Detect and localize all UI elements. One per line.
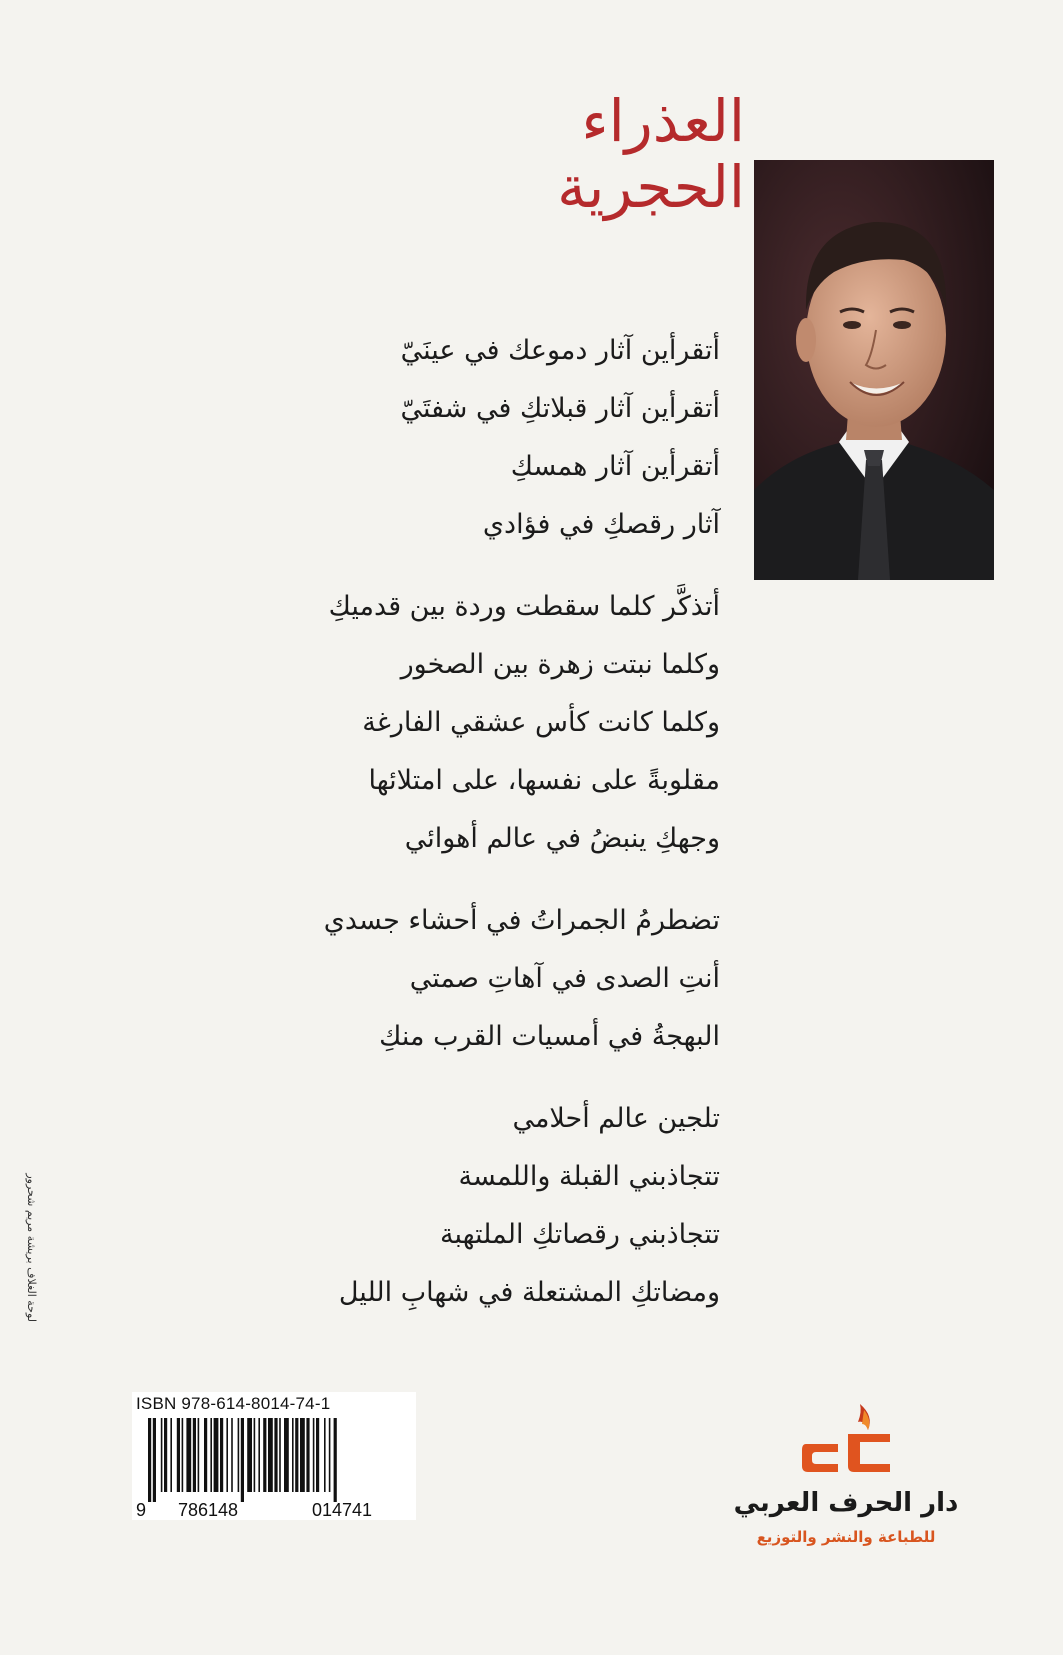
barcode-bar (182, 1418, 184, 1492)
dal-ha-logo-icon (798, 1400, 894, 1480)
poem-line: تتجاذبني القبلة واللمسة (458, 1161, 720, 1192)
publisher-name: دار الحرف العربي (733, 1488, 959, 1518)
stanza-2 (200, 578, 720, 868)
book-title (557, 88, 745, 220)
barcode-bar (220, 1418, 223, 1492)
poem-line: أتقرأين آثار قبلاتكِ في شفتَيّ (400, 393, 720, 424)
poem-line: تضطرمُ الجمراتُ في أحشاء جسدي (323, 905, 720, 936)
barcode-bar (177, 1418, 180, 1492)
barcode-bar (193, 1418, 196, 1492)
barcode-bar (324, 1418, 326, 1492)
barcode-bar (268, 1418, 273, 1492)
poem-line: مقلوبةً على نفسها، على امتلائها (368, 765, 720, 796)
barcode-bar (306, 1418, 309, 1492)
poem-line: البهجةُ في أمسيات القرب منكِ (379, 1021, 720, 1052)
poem-line: وكلما نبتت زهرة بين الصخور (400, 649, 720, 680)
barcode-bar (316, 1418, 319, 1492)
barcode-bar (198, 1418, 200, 1492)
ean-digit-lead: 9 (136, 1500, 147, 1520)
publisher-block (716, 1400, 976, 1550)
barcode-bar (284, 1418, 289, 1492)
cover-art-credit: لوحة الغلاف بريشة مريم شحرور (25, 1173, 38, 1322)
barcode-bar (329, 1418, 331, 1492)
poem (200, 322, 720, 1346)
poem-line: ومضاتكِ المشتعلة في شهابِ الليل (338, 1277, 720, 1308)
poem-line: تلجين عالم أحلامي (512, 1103, 720, 1134)
publisher-subtitle: للطباعة والنشر والتوزيع (756, 1528, 936, 1546)
barcode-bar (186, 1418, 191, 1492)
barcode-bar (226, 1418, 228, 1492)
barcode-bar (231, 1418, 233, 1492)
poem-line: وكلما كانت كأس عشقي الفارغة (362, 707, 720, 738)
poem-line: أتقرأين آثار دموعك في عينَيّ (400, 335, 720, 366)
barcode-bar (204, 1418, 207, 1492)
author-photo (754, 160, 994, 580)
barcode-bar (164, 1418, 167, 1492)
poem-line: أتقرأين آثار همسكِ (510, 451, 720, 482)
barcode-bar (313, 1418, 315, 1492)
barcode-bar (263, 1418, 266, 1492)
barcode-bar (153, 1418, 156, 1502)
barcode-bar (258, 1418, 260, 1492)
barcode-bar (238, 1418, 240, 1492)
poem-line: آثار رقصكِ في فؤادي (482, 509, 720, 540)
barcode-bar (292, 1418, 294, 1492)
ean-digit-group-2: 014741 (312, 1500, 373, 1520)
barcode-bar (254, 1418, 256, 1492)
barcode-bars-icon (134, 1418, 414, 1502)
barcode-bar (274, 1418, 277, 1492)
poem-line: أتذكَّر كلما سقطت وردة بين قدميكِ (328, 591, 720, 622)
barcode-bar (161, 1418, 163, 1492)
stanza-4 (200, 1090, 720, 1322)
ean-digit-group-1: 786148 (178, 1500, 239, 1520)
stanza-1 (200, 322, 720, 554)
title-line-2: الحجرية (557, 153, 745, 221)
isbn-barcode (132, 1392, 416, 1520)
barcode-bar (210, 1418, 212, 1492)
title-line-1: العذراء (581, 87, 745, 155)
stanza-3 (200, 892, 720, 1066)
barcode-bar (214, 1418, 219, 1492)
barcode-bar (247, 1418, 252, 1492)
poem-line: أنتِ الصدى في آهاتِ صمتي (409, 963, 720, 994)
barcode-bar (300, 1418, 305, 1492)
barcode-bar (295, 1418, 298, 1492)
isbn-label: ISBN 978-614-8014-74-1 (136, 1394, 331, 1413)
poem-line: وجهكِ ينبضُ في عالم أهوائي (404, 823, 720, 854)
barcode-bar (279, 1418, 281, 1492)
barcode-bar (334, 1418, 337, 1502)
barcode-bar (148, 1418, 151, 1502)
barcode-bar (241, 1418, 244, 1502)
barcode-bar (170, 1418, 172, 1492)
poem-line: تتجاذبني رقصاتكِ الملتهبة (439, 1219, 720, 1250)
